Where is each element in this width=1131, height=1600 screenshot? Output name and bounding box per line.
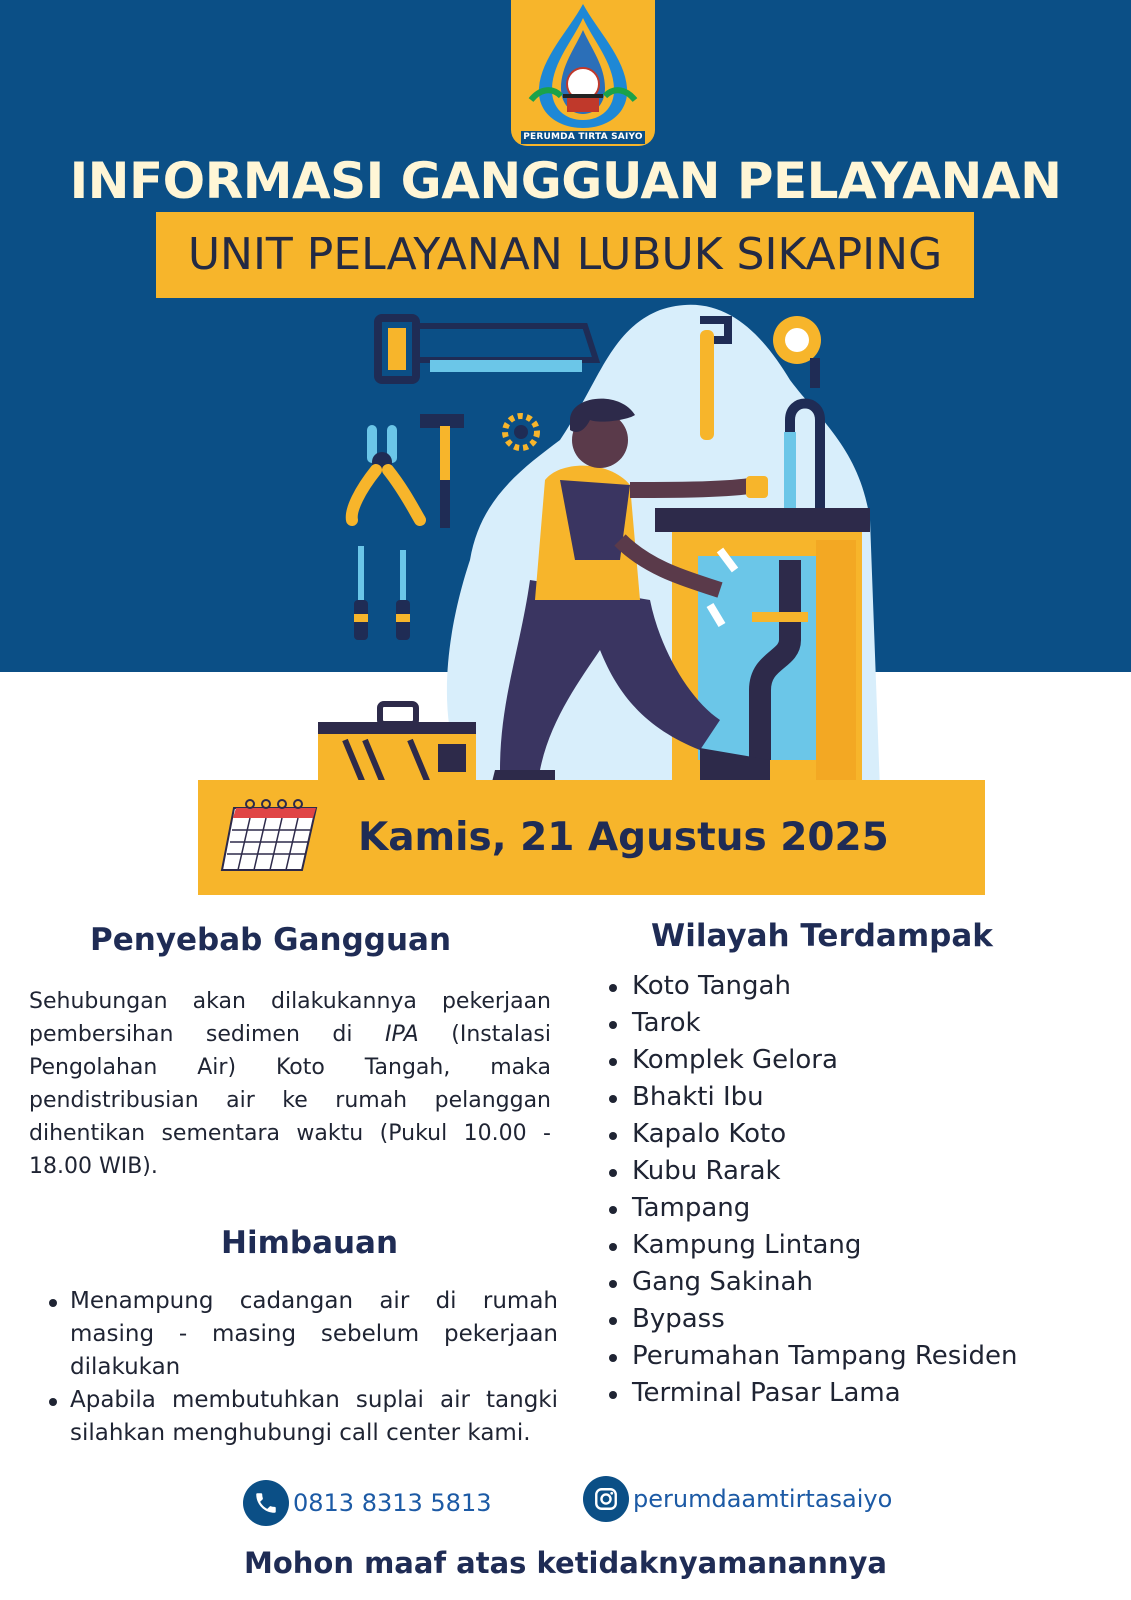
- instagram-handle[interactable]: perumdaamtirtasaiyo: [633, 1485, 893, 1513]
- advice-list: [46, 1285, 558, 1450]
- instagram-icon: [583, 1476, 629, 1522]
- calendar-icon: [220, 794, 320, 880]
- area-item: Komplek Gelora: [606, 1042, 1018, 1079]
- cause-paragraph: [29, 985, 551, 1183]
- advice-item: Apabila membutuhkan suplai air tangki silahkan menghubungi call center kami.: [46, 1384, 558, 1450]
- area-item: Gang Sakinah: [606, 1264, 1018, 1301]
- area-item: Tarok: [606, 1005, 1018, 1042]
- area-item: Kubu Rarak: [606, 1153, 1018, 1190]
- area-item: Kampung Lintang: [606, 1227, 1018, 1264]
- advice-heading: Himbauan: [221, 1225, 399, 1261]
- area-item: Bypass: [606, 1301, 1018, 1338]
- screwdriver-icon: [354, 546, 410, 640]
- advice-item: Menampung cadangan air di rumah masing - masing sebelum pekerjaan dilakukan: [46, 1285, 558, 1384]
- area-item: Bhakti Ibu: [606, 1079, 1018, 1116]
- page-title: INFORMASI GANGGUAN PELAYANAN: [69, 152, 1062, 210]
- area-item: Perumahan Tampang Residen: [606, 1338, 1018, 1375]
- area-item: Tampang: [606, 1190, 1018, 1227]
- saw-icon: [378, 318, 596, 380]
- gear-icon: [505, 416, 537, 448]
- area-item: Kapalo Koto: [606, 1116, 1018, 1153]
- hammer-icon: [420, 414, 464, 528]
- instagram-contact[interactable]: [583, 1476, 892, 1522]
- areas-heading: Wilayah Terdampak: [651, 918, 993, 954]
- phone-icon: [243, 1480, 289, 1526]
- page-subtitle: UNIT PELAYANAN LUBUK SIKAPING: [187, 229, 943, 280]
- cause-text-after: (Instalasi Pengolahan Air) Koto Tangah, maka pendistribusian air ke rumah pelanggan dihentikan sementara waktu (Pukul 10.00 - 18.00 WIB).: [29, 1022, 551, 1179]
- area-item: Terminal Pasar Lama: [606, 1375, 1018, 1412]
- logo-caption: PERUMDA TIRTA SAIYO: [521, 131, 645, 144]
- area-item: Koto Tangah: [606, 968, 1018, 1005]
- cause-text-italic: IPA: [385, 1022, 419, 1047]
- phone-number[interactable]: 0813 8313 5813: [293, 1489, 492, 1517]
- apology-footer: Mohon maaf atas ketidaknyamanannya: [244, 1546, 887, 1580]
- date-banner: [198, 780, 985, 895]
- cause-heading: Penyebab Gangguan: [90, 922, 452, 958]
- cause-text-before: Sehubungan akan dilakukannya pekerjaan pembersihan sedimen di: [29, 989, 551, 1047]
- areas-list: [606, 968, 1018, 1412]
- phone-contact[interactable]: [243, 1480, 492, 1526]
- sink-cabinet: [655, 508, 870, 788]
- pliers-icon: [352, 430, 420, 520]
- service-date: Kamis, 21 Agustus 2025: [358, 815, 889, 860]
